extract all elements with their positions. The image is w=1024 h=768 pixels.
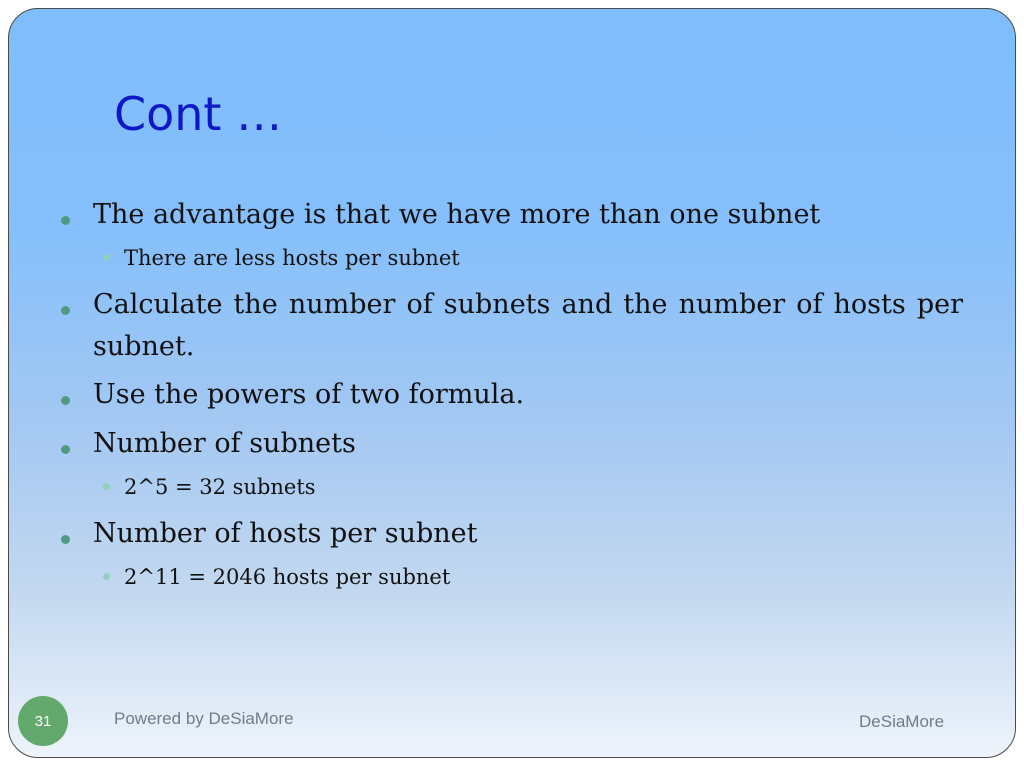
bullet-dot-icon [61,396,70,405]
bullet-dot-icon [61,216,70,225]
slide-content [9,9,1015,757]
bullet-dot-icon [61,535,70,544]
footer-powered-by: Powered by DeSiaMore [114,709,294,728]
slide [8,8,1016,758]
bullet-item: Use the powers of two formula. [93,379,525,410]
page-number-badge: 31 [18,696,68,746]
slide-title: Cont … [114,87,283,141]
sub-bullet-dot-icon [103,254,110,261]
footer-brand: DeSiaMore [859,712,945,731]
bullet-dot-icon [61,445,70,454]
sub-bullet-dot-icon [103,483,110,490]
sub-bullet-item: There are less hosts per subnet [124,246,460,270]
bullet-dot-icon [61,306,70,315]
sub-bullet-item: 2^5 = 32 subnets [124,475,316,499]
bullet-item: The advantage is that we have more than one subnet [93,199,821,230]
bullet-item: Number of subnets [93,428,356,459]
sub-bullet-item: 2^11 = 2046 hosts per subnet [124,565,451,589]
bullet-item: Number of hosts per subnet [93,518,478,549]
sub-bullet-dot-icon [103,573,110,580]
bullet-item: Calculate the number of subnets and the number of hosts per subnet. [93,289,963,362]
